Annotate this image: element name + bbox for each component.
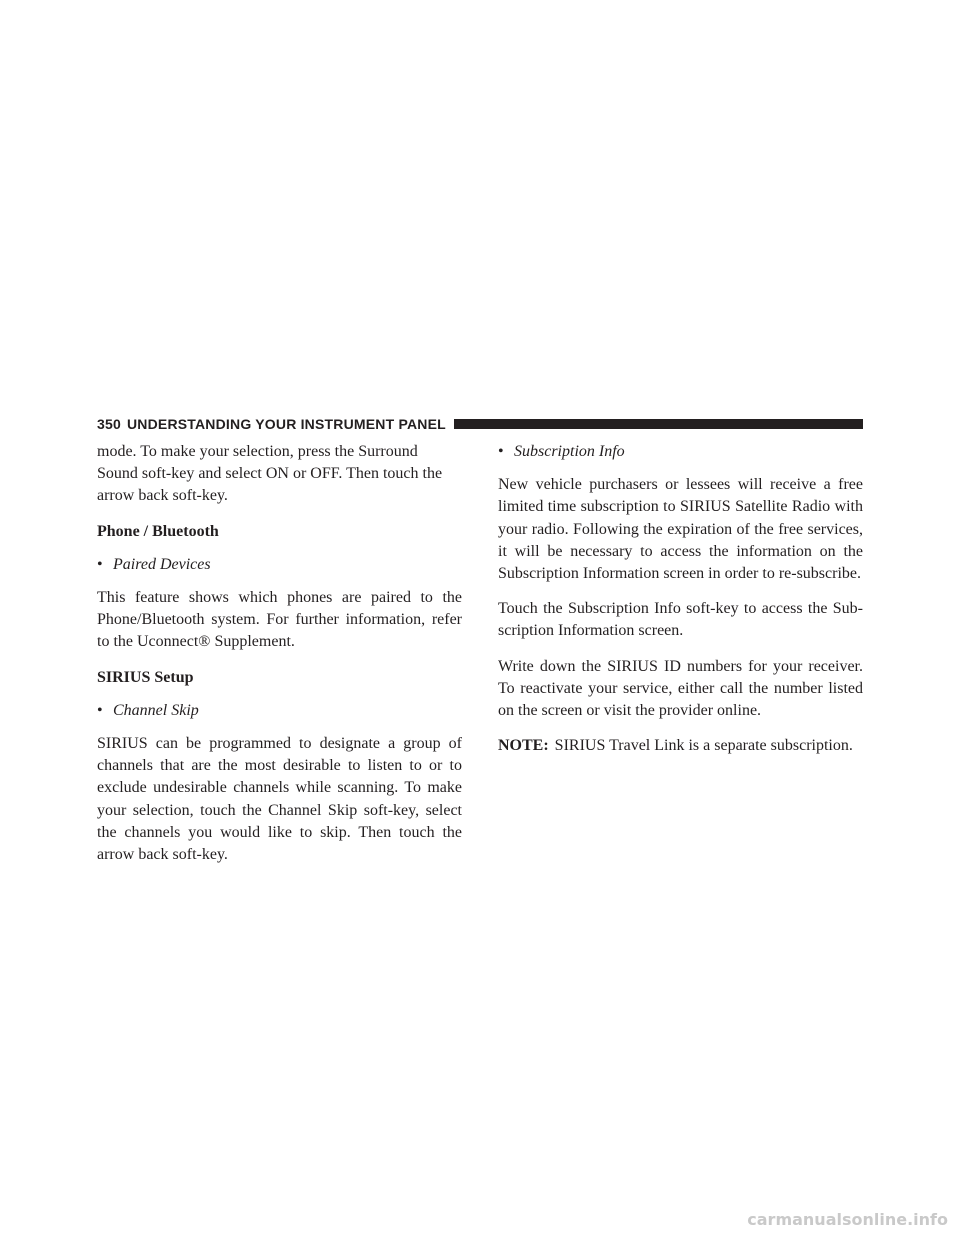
paragraph-channel-skip: SIRIUS can be programmed to designate a group of channels that are the most desirable to listen to or to exclude undesirable channels while scanning. To make your selection, touch the Channel Skip soft-key, select the channels you would like to skip. Then touch the arrow back soft-key. [97, 735, 462, 864]
left-column [97, 441, 462, 879]
bullet-channel-skip [97, 700, 462, 722]
bullet-icon: • [97, 701, 103, 719]
note-text: SIRIUS Travel Link is a separate subscription. [554, 737, 853, 755]
watermark: carmanualsonline.info [747, 1210, 948, 1229]
heading-phone-bluetooth: Phone / Bluetooth [97, 522, 219, 540]
paragraph-surround: mode. To make your selection, press the Surround Sound soft-key and select ON or OFF. Then touch the arrow back soft-key. [97, 443, 443, 505]
page-number: 350 [97, 416, 121, 432]
paragraph-touch-info: Touch the Subscription Info soft-key to access the Sub-scription Information screen. [498, 600, 863, 640]
page-header [97, 416, 863, 432]
heading-sirius-setup: SIRIUS Setup [97, 668, 194, 686]
bullet-label: Channel Skip [113, 701, 199, 719]
bullet-paired-devices [97, 554, 462, 576]
bullet-label: Subscription Info [514, 443, 625, 460]
header-rule [454, 419, 863, 429]
note-label: NOTE: [498, 737, 549, 755]
paragraph-subscription: New vehicle purchasers or lessees will receive a free limited time subscription to SIRIUS Satellite Radio with your radio. Following the expiration of the free services, it will be necessary to access the information on the Subscription Information screen in order to re-subscribe. [498, 476, 863, 583]
bullet-icon: • [97, 555, 103, 573]
bullet-subscription-info [498, 441, 863, 463]
paragraph-paired: This feature shows which phones are paired to the Phone/Bluetooth system. For further information, refer to the Uconnect® Supplement. [97, 589, 462, 651]
bullet-label: Paired Devices [113, 555, 211, 573]
section-title: UNDERSTANDING YOUR INSTRUMENT PANEL [126, 416, 446, 432]
paragraph-write-down: Write down the SIRIUS ID numbers for your receiver. To reactivate your service, either call the number listed on the screen or visit the provider online. [498, 657, 863, 720]
right-column [498, 441, 863, 770]
bullet-icon: • [498, 443, 504, 460]
note [498, 735, 863, 757]
